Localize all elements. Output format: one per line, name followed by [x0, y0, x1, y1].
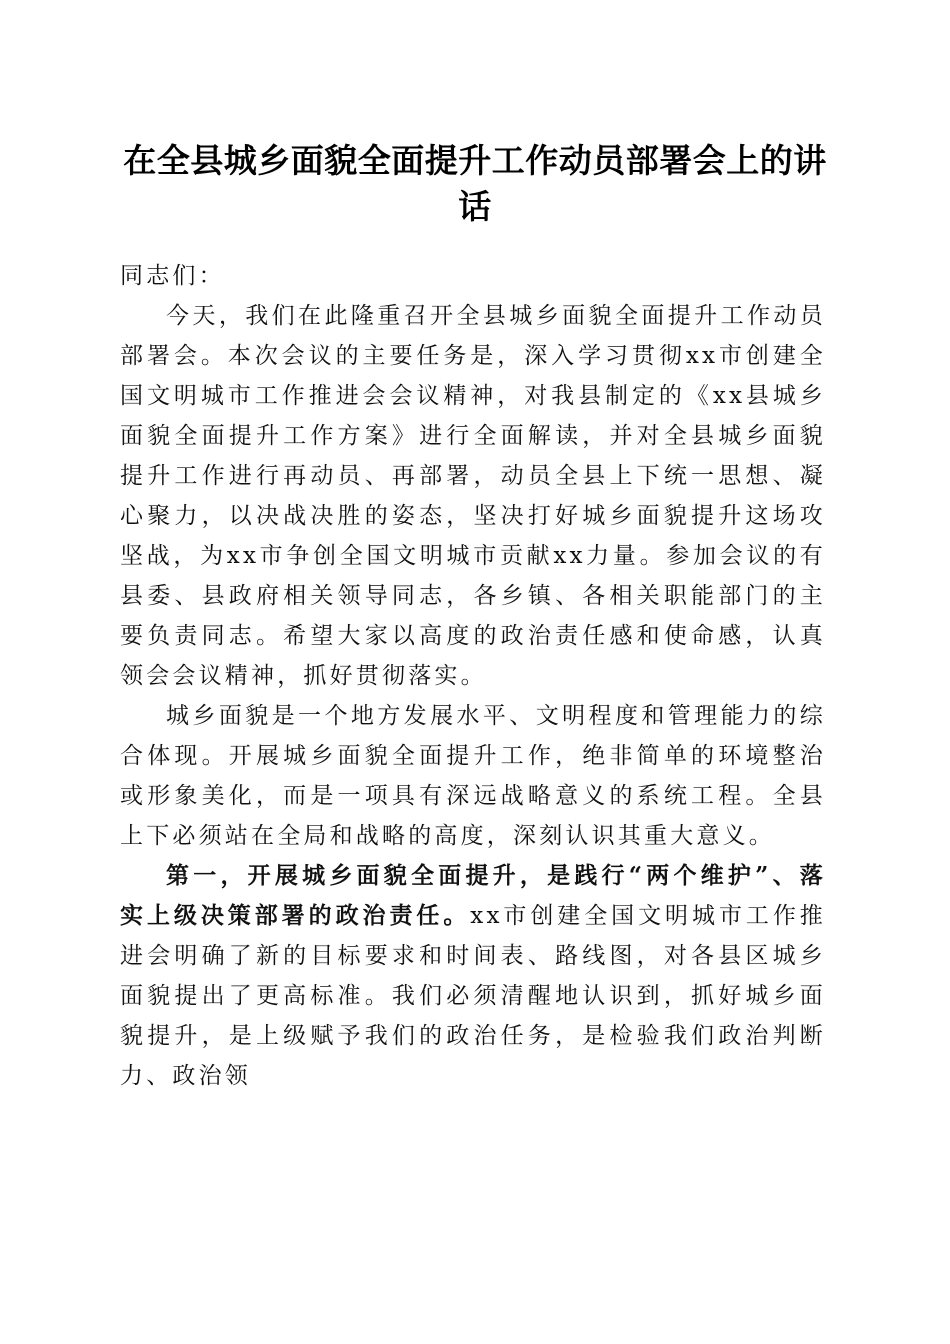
paragraph-text: xx市创建全国文明城市工作推进会明确了新的目标要求和时间表、路线图，对各县区城乡面貌提出了更高标准。我们必须清醒地认识到，抓好城乡面貌提升，是上级赋予我们的政治任务，是检验我们政治判断力、政治领 — [120, 903, 826, 1089]
document-title: 在全县城乡面貌全面提升工作动员部署会上的讲话 — [123, 141, 827, 226]
salutation: 同志们： — [120, 263, 225, 289]
paragraph-significance — [120, 696, 826, 856]
document-body — [120, 256, 826, 1096]
paragraph-opening — [120, 296, 826, 696]
paragraph-text: 城乡面貌是一个地方发展水平、文明程度和管理能力的综合体现。开展城乡面貌全面提升工作，绝非简单的环境整治或形象美化，而是一项具有深远战略意义的系统工程。全县上下必须站在全局和战略的高度，深刻认识其重大意义。 — [120, 703, 826, 849]
paragraph-first-point — [120, 856, 826, 1096]
paragraph-lead-bold: 第一，开展城乡面貌全面提升，是践行“两个维护”、落实上级决策部署的政治责任。 — [120, 862, 826, 929]
paragraph-text: 今天，我们在此隆重召开全县城乡面貌全面提升工作动员部署会。本次会议的主要任务是，深入学习贯彻xx市创建全国文明城市工作推进会会议精神，对我县制定的《xx县城乡面貌全面提升工作方案》进行全面解读，并对全县城乡面貌提升工作进行再动员、再部署，动员全县上下统一思想、凝心聚力，以决战决胜的姿态，坚决打好城乡面貌提升这场攻坚战，为xx市争创全国文明城市贡献xx力量。参加会议的有县委、县政府相关领导同志，各乡镇、各相关职能部门的主要负责同志。希望大家以高度的政治责任感和使命感，认真领会会议精神，抓好贯彻落实。 — [120, 303, 826, 689]
